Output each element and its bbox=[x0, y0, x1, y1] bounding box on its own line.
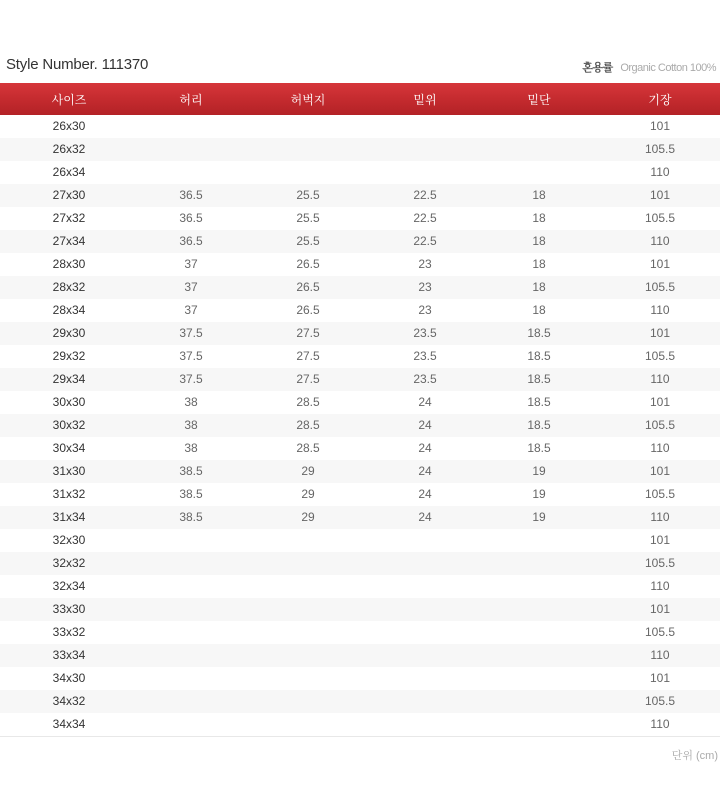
table-row bbox=[0, 414, 720, 437]
thigh-cell: 29 bbox=[301, 510, 315, 524]
hem-cell bbox=[478, 667, 600, 690]
size-table bbox=[0, 83, 720, 737]
length-cell: 110 bbox=[650, 579, 670, 593]
waist-cell bbox=[138, 713, 244, 737]
rise-cell bbox=[372, 690, 478, 713]
hem-cell: 18.5 bbox=[527, 395, 551, 409]
rise-cell bbox=[372, 713, 478, 737]
rise-cell: 23 bbox=[418, 257, 432, 271]
size-cell: 28x30 bbox=[52, 257, 86, 271]
hem-cell: 18 bbox=[532, 211, 546, 225]
rise-cell: 23.5 bbox=[413, 372, 437, 386]
hem-cell: 19 bbox=[532, 464, 546, 478]
waist-cell: 37.5 bbox=[179, 372, 203, 386]
size-cell: 29x34 bbox=[52, 372, 86, 386]
hem-cell bbox=[478, 713, 600, 737]
table-row bbox=[0, 253, 720, 276]
table-row bbox=[0, 644, 720, 667]
hem-cell bbox=[478, 690, 600, 713]
thigh-cell bbox=[244, 713, 372, 737]
hem-cell: 18 bbox=[532, 188, 546, 202]
table-row bbox=[0, 529, 720, 552]
rise-cell bbox=[372, 552, 478, 575]
material-value: Organic Cotton 100% bbox=[620, 62, 716, 74]
rise-cell: 24 bbox=[418, 441, 432, 455]
hem-cell: 18.5 bbox=[527, 441, 551, 455]
size-cell: 27x34 bbox=[52, 234, 86, 248]
hem-cell bbox=[478, 598, 600, 621]
table-row bbox=[0, 207, 720, 230]
thigh-cell: 28.5 bbox=[296, 395, 320, 409]
waist-cell: 37 bbox=[184, 303, 198, 317]
hem-cell: 18 bbox=[532, 257, 546, 271]
title-bar bbox=[0, 52, 720, 80]
table-row bbox=[0, 506, 720, 529]
thigh-cell bbox=[244, 598, 372, 621]
table-row bbox=[0, 598, 720, 621]
rise-cell: 22.5 bbox=[413, 188, 437, 202]
length-cell: 105.5 bbox=[644, 694, 676, 708]
table-row bbox=[0, 575, 720, 598]
size-cell: 34x32 bbox=[52, 694, 86, 708]
column-header-size: 사이즈 bbox=[51, 92, 87, 107]
length-cell: 105.5 bbox=[644, 487, 676, 501]
length-cell: 101 bbox=[649, 533, 671, 547]
thigh-cell: 25.5 bbox=[296, 211, 320, 225]
rise-cell: 24 bbox=[418, 510, 432, 524]
waist-cell bbox=[138, 575, 244, 598]
thigh-cell bbox=[244, 690, 372, 713]
thigh-cell: 28.5 bbox=[296, 441, 320, 455]
thigh-cell bbox=[244, 621, 372, 644]
table-row bbox=[0, 230, 720, 253]
waist-cell: 38.5 bbox=[179, 464, 203, 478]
thigh-cell: 28.5 bbox=[296, 418, 320, 432]
rise-cell: 24 bbox=[418, 464, 432, 478]
length-cell: 110 bbox=[650, 441, 670, 455]
hem-cell: 19 bbox=[532, 487, 546, 501]
size-cell: 30x30 bbox=[52, 395, 86, 409]
length-cell: 110 bbox=[650, 165, 670, 179]
length-cell: 105.5 bbox=[644, 211, 676, 225]
size-cell: 30x32 bbox=[52, 418, 86, 432]
length-cell: 101 bbox=[649, 119, 671, 133]
rise-cell: 23.5 bbox=[413, 349, 437, 363]
table-row bbox=[0, 713, 720, 737]
waist-cell: 36.5 bbox=[179, 211, 203, 225]
column-header-length: 기장 bbox=[648, 92, 672, 107]
waist-cell: 38 bbox=[184, 418, 198, 432]
size-cell: 34x34 bbox=[0, 713, 138, 737]
length-cell: 110 bbox=[650, 510, 670, 524]
waist-cell: 38 bbox=[184, 395, 198, 409]
waist-cell: 38.5 bbox=[179, 487, 203, 501]
hem-cell: 19 bbox=[532, 510, 546, 524]
rise-cell bbox=[372, 161, 478, 184]
column-header-rise: 밑위 bbox=[413, 92, 437, 107]
thigh-cell: 26.5 bbox=[296, 257, 320, 271]
length-cell: 110 bbox=[650, 303, 670, 317]
table-body bbox=[0, 115, 720, 737]
length-cell: 105.5 bbox=[644, 142, 676, 156]
hem-cell: 18.5 bbox=[527, 418, 551, 432]
rise-cell: 23.5 bbox=[413, 326, 437, 340]
size-cell: 31x30 bbox=[52, 464, 86, 478]
hem-cell: 18.5 bbox=[527, 372, 551, 386]
thigh-cell: 25.5 bbox=[296, 234, 320, 248]
hem-cell bbox=[478, 644, 600, 667]
size-cell: 29x32 bbox=[52, 349, 86, 363]
length-cell: 101 bbox=[649, 395, 671, 409]
table-row bbox=[0, 299, 720, 322]
thigh-cell: 29 bbox=[301, 487, 315, 501]
table-row bbox=[0, 276, 720, 299]
hem-cell bbox=[478, 161, 600, 184]
hem-cell bbox=[478, 115, 600, 138]
thigh-cell: 26.5 bbox=[296, 303, 320, 317]
hem-cell bbox=[478, 621, 600, 644]
length-cell: 110 bbox=[600, 713, 720, 737]
rise-cell: 22.5 bbox=[413, 234, 437, 248]
rise-cell: 24 bbox=[418, 487, 432, 501]
size-cell: 29x30 bbox=[52, 326, 86, 340]
rise-cell bbox=[372, 575, 478, 598]
waist-cell bbox=[138, 115, 244, 138]
column-header-thigh: 허벅지 bbox=[290, 92, 326, 107]
hem-cell: 18.5 bbox=[527, 326, 551, 340]
waist-cell bbox=[138, 598, 244, 621]
table-row bbox=[0, 690, 720, 713]
waist-cell: 38 bbox=[184, 441, 198, 455]
table-header-row bbox=[0, 83, 720, 115]
waist-cell bbox=[138, 644, 244, 667]
thigh-cell: 26.5 bbox=[296, 280, 320, 294]
length-cell: 101 bbox=[649, 257, 671, 271]
thigh-cell: 27.5 bbox=[296, 349, 320, 363]
size-cell: 26x32 bbox=[52, 142, 86, 156]
thigh-cell: 29 bbox=[301, 464, 315, 478]
table-row bbox=[0, 161, 720, 184]
size-cell: 28x34 bbox=[52, 303, 86, 317]
thigh-cell bbox=[244, 529, 372, 552]
waist-cell: 36.5 bbox=[179, 188, 203, 202]
rise-cell: 22.5 bbox=[413, 211, 437, 225]
table-row bbox=[0, 368, 720, 391]
length-cell: 110 bbox=[650, 372, 670, 386]
length-cell: 105.5 bbox=[644, 556, 676, 570]
length-cell: 110 bbox=[650, 234, 670, 248]
waist-cell: 37.5 bbox=[179, 326, 203, 340]
table-row bbox=[0, 138, 720, 161]
size-cell: 28x32 bbox=[52, 280, 86, 294]
unit-note: 단위 (cm) bbox=[671, 750, 718, 762]
table-row bbox=[0, 460, 720, 483]
thigh-cell bbox=[244, 575, 372, 598]
hem-cell: 18.5 bbox=[527, 349, 551, 363]
hem-cell: 18 bbox=[532, 280, 546, 294]
size-cell: 27x30 bbox=[52, 188, 86, 202]
thigh-cell bbox=[244, 667, 372, 690]
rise-cell: 23 bbox=[418, 303, 432, 317]
size-cell: 32x30 bbox=[52, 533, 86, 547]
size-cell: 32x34 bbox=[52, 579, 86, 593]
waist-cell bbox=[138, 138, 244, 161]
size-cell: 33x32 bbox=[52, 625, 86, 639]
table-row bbox=[0, 437, 720, 460]
thigh-cell bbox=[244, 644, 372, 667]
length-cell: 105.5 bbox=[644, 280, 676, 294]
material-info bbox=[582, 59, 716, 75]
thigh-cell bbox=[244, 161, 372, 184]
table-row bbox=[0, 667, 720, 690]
column-header-hem: 밑단 bbox=[527, 92, 551, 107]
thigh-cell bbox=[244, 115, 372, 138]
waist-cell bbox=[138, 161, 244, 184]
hem-cell bbox=[478, 575, 600, 598]
rise-cell bbox=[372, 621, 478, 644]
hem-cell bbox=[478, 529, 600, 552]
rise-cell: 24 bbox=[418, 395, 432, 409]
table-row bbox=[0, 391, 720, 414]
length-cell: 101 bbox=[649, 671, 671, 685]
waist-cell bbox=[138, 552, 244, 575]
length-cell: 105.5 bbox=[644, 625, 676, 639]
waist-cell bbox=[138, 529, 244, 552]
rise-cell bbox=[372, 644, 478, 667]
table-row bbox=[0, 322, 720, 345]
size-cell: 31x34 bbox=[52, 510, 86, 524]
rise-cell bbox=[372, 667, 478, 690]
length-cell: 101 bbox=[649, 464, 671, 478]
table-row bbox=[0, 345, 720, 368]
size-cell: 31x32 bbox=[52, 487, 86, 501]
table-row bbox=[0, 621, 720, 644]
size-cell: 33x30 bbox=[52, 602, 86, 616]
table-row bbox=[0, 184, 720, 207]
size-cell: 34x30 bbox=[52, 671, 86, 685]
waist-cell bbox=[138, 690, 244, 713]
size-cell: 26x30 bbox=[52, 119, 86, 133]
thigh-cell bbox=[244, 138, 372, 161]
length-cell: 101 bbox=[649, 326, 671, 340]
length-cell: 105.5 bbox=[644, 418, 676, 432]
thigh-cell: 25.5 bbox=[296, 188, 320, 202]
rise-cell bbox=[372, 115, 478, 138]
column-header-waist: 허리 bbox=[179, 92, 203, 107]
waist-cell: 36.5 bbox=[179, 234, 203, 248]
rise-cell bbox=[372, 598, 478, 621]
size-cell: 27x32 bbox=[52, 211, 86, 225]
length-cell: 110 bbox=[650, 648, 670, 662]
material-label: 혼용률 bbox=[582, 62, 613, 74]
table-row bbox=[0, 552, 720, 575]
table-row bbox=[0, 115, 720, 138]
hem-cell: 18 bbox=[532, 303, 546, 317]
thigh-cell: 27.5 bbox=[296, 372, 320, 386]
hem-cell: 18 bbox=[532, 234, 546, 248]
rise-cell: 24 bbox=[418, 418, 432, 432]
length-cell: 101 bbox=[649, 188, 671, 202]
waist-cell bbox=[138, 667, 244, 690]
waist-cell: 37 bbox=[184, 257, 198, 271]
rise-cell bbox=[372, 529, 478, 552]
rise-cell bbox=[372, 138, 478, 161]
size-cell: 30x34 bbox=[52, 441, 86, 455]
hem-cell bbox=[478, 138, 600, 161]
waist-cell: 38.5 bbox=[179, 510, 203, 524]
thigh-cell bbox=[244, 552, 372, 575]
length-cell: 101 bbox=[649, 602, 671, 616]
size-cell: 33x34 bbox=[52, 648, 86, 662]
thigh-cell: 27.5 bbox=[296, 326, 320, 340]
waist-cell: 37 bbox=[184, 280, 198, 294]
length-cell: 105.5 bbox=[644, 349, 676, 363]
size-cell: 26x34 bbox=[52, 165, 86, 179]
style-number: Style Number. 111370 bbox=[6, 56, 149, 73]
size-cell: 32x32 bbox=[52, 556, 86, 570]
waist-cell: 37.5 bbox=[179, 349, 203, 363]
waist-cell bbox=[138, 621, 244, 644]
rise-cell: 23 bbox=[418, 280, 432, 294]
hem-cell bbox=[478, 552, 600, 575]
table-row bbox=[0, 483, 720, 506]
